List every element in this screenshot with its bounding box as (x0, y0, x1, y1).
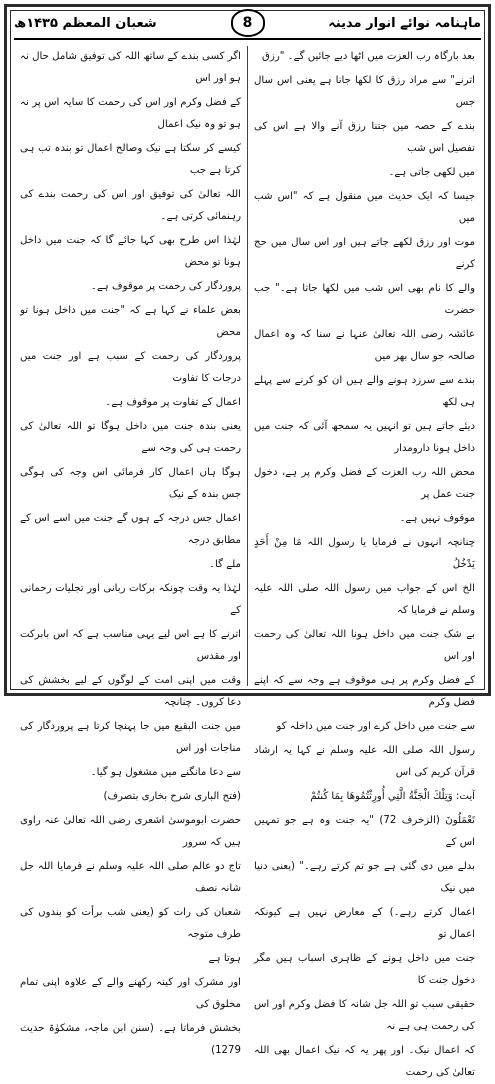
text-line: بے شک جنت میں داخل ہونا اللہ تعالیٰ کی رحمت اور اس (254, 629, 475, 662)
text-line: محض اللہ رب العزت کے فضل وکرم پر ہے، دخول جنت عمل پر (254, 467, 475, 500)
text-line: والے کا نام بھی اس شب میں لکھا جاتا ہے۔" جب حضرت (254, 283, 475, 316)
text-line: اعمال جس درجہ کے ہوں گے جنت میں اسے اس کے مطابق درجہ (20, 513, 241, 546)
page-header (14, 10, 481, 36)
text-line: بندے سے سرزد ہونے والے ہیں ان کو کرنے سے پہلے ہی لکھ (254, 375, 475, 408)
text-line: (فتح الباری شرح بخاری بتصرف) (103, 791, 241, 802)
text-line: بخشش فرماتا ہے۔ (سنن ابن ماجہ، مشکوٰۃ حدیث 1279) (20, 1023, 241, 1056)
text-line: اعمال کے تفاوت پر موقوف ہے۔ (105, 397, 241, 408)
text-line: کے فضل وکرم پر ہی موقوف ہے وجہ سے کہ اپنے فضل وکرم (254, 675, 475, 708)
text-line: حقیقی سبب تو اللہ جل شانہ کا فضل وکرم اور اس کی رحمت ہی ہے نہ (254, 999, 475, 1032)
text-line: اعمال کرتے رہے۔) کے معارض نہیں ہے کیونکہ اعمال تو (254, 907, 475, 940)
text-line: کہ اعمال نیک۔ اور پھر یہ کہ نیک اعمال بھی اللہ تعالیٰ کی رحمت (254, 1045, 475, 1078)
header-rule (14, 38, 481, 40)
text-line: دیئے جاتے ہیں تو انہیں یہ سمجھ آئی کہ جنت میں داخل ہونا دارومدار (254, 421, 475, 454)
text-line: اترنے کا ہے اس لیے یہی مناسب ہے کہ اس بابرکت اور مقدس (20, 629, 241, 662)
text-line: وقت میں اپنی امت کے لوگوں کے لیے بخشش کی دعا کروں۔ چنانچہ (20, 675, 241, 708)
text-line: سے جنت میں داخل کرے اور جنت میں داخلہ کو (276, 721, 475, 732)
text-line: بعد بارگاہ رب العزت میں اٹھا دیے جائیں گے۔ "رزق (262, 51, 475, 62)
text-line: لہٰذا اس طرح بھی کہا جائے گا کہ جنت میں داخل ہونا تو محض (20, 235, 241, 268)
text-line: الخ اس کے جواب میں رسول اللہ صلی اللہ علیہ وسلم نے فرمایا کہ (254, 583, 475, 616)
text-line: لہٰذا یہ وقت چونکہ برکات ربانی اور تجلیات رحمانی کے (20, 583, 241, 616)
text-line: اللہ تعالیٰ کی توفیق اور اس کی رحمت بندے کی رہنمائی کرتی ہے۔ (20, 189, 241, 222)
text-line: اور مشرک اور کینہ رکھنے والے کے علاوہ اپنی تمام مخلوق کی (20, 977, 241, 1010)
text-line: موقوف نہیں ہے۔ (399, 513, 475, 524)
text-line: پروردگار کی رحمت پر موقوف ہے۔ (90, 281, 241, 292)
text-line: سے دعا مانگنے میں مشغول ہو گیا۔ (90, 767, 241, 778)
page-number: 8 (231, 9, 265, 37)
text-line: ہوگا ہاں اعمال کار فرمائی اس وجہ کی ہوگی جس بندہ کے نیک (20, 467, 241, 500)
text-line: موت اور رزق لکھے جاتے ہیں اور اس سال میں حج کرنے (254, 237, 475, 270)
text-line: آیت: وَتِلْكَ الْجَنَّةُ الَّتِي أُورِثْتُمُوهَا بِمَا كُنتُمْ (310, 791, 475, 802)
text-line: حضرت ابوموسیٰ اشعری رضی اللہ تعالیٰ عنہ راوی ہیں کہ سرور (20, 815, 241, 848)
text-line: بعض علماء نے کہا ہے کہ "جنت میں داخل ہونا تو محض (20, 305, 241, 338)
text-line: جنت میں داخل ہونے کے ظاہری اسباب ہیں مگر دخول جنت کا (254, 953, 475, 986)
text-line: میں لکھی جاتی ہے۔ (388, 167, 475, 178)
text-line: جیسا کہ ایک حدیث میں منقول ہے کہ "اس شب میں (254, 191, 475, 224)
text-line: رسول اللہ صلی اللہ علیہ وسلم نے کہا یہ ارشاد قرآن کریم کی اس (254, 745, 475, 778)
text-line: شعبان کی رات کو (یعنی شب برأت کو بندوں کی طرف متوجہ (20, 907, 241, 940)
left-column (14, 46, 247, 1056)
text-line: بندے کے حصہ میں جتنا رزق آنے والا ہے اس کی تفصیل اس شب (254, 121, 475, 154)
text-line: پروردگار کی رحمت کے سبب ہے اور جنت میں درجات کا تفاوت (20, 351, 241, 384)
issue-date: شعبان المعظم ۱۴۳۵ھ (14, 15, 157, 31)
text-line: میں جنت البقیع میں جا پہنچا کرتا ہے پروردگار کی مناجات اور اس (20, 721, 241, 754)
text-line: چنانچہ انہوں نے فرمایا یا رسول اللہ مَا مِنْ أَحَدٍ يَدْخُلُ (254, 537, 475, 570)
right-column (248, 46, 481, 1078)
text-line: اترنے" سے مراد رزق کا لکھا جانا ہے یعنی اس سال جس (254, 75, 475, 108)
magazine-title: ماہنامہ نوائے انوار مدینہ (328, 15, 481, 31)
text-line: کے فضل وکرم اور اس کی رحمت کا سایہ اس پر نہ ہو تو وہ نیک اعمال (20, 97, 241, 130)
text-line: ملے گا۔ (209, 559, 241, 570)
text-line: تاج دو عالم صلی اللہ علیہ وسلم نے فرمایا اللہ جل شانہ نصف (20, 861, 241, 894)
text-line: اگر کسی بندے کے ساتھ اللہ کی توفیق شامل حال نہ ہو اور اس (20, 51, 241, 84)
text-line: تَعْمَلُونَ (الزخرف 72) "یہ جنت وہ ہے جو تمہیں اس کے (254, 815, 476, 848)
text-line: عائشہ رضی اللہ تعالیٰ عنہا نے سنا کہ وہ اعمال صالحہ جو سال بھر میں (254, 329, 475, 362)
text-line: بدلے میں دی گئی ہے جو تم کرتے رہے۔" (یعنی دنیا میں نیک (254, 861, 475, 894)
text-line: ہوتا ہے (208, 953, 241, 964)
text-line: یعنی بندہ جنت میں داخل ہوگا تو اللہ تعالیٰ کی رحمت ہی کی وجہ سے (20, 421, 241, 454)
text-columns (14, 46, 481, 1078)
text-line: کیسے کر سکتا ہے نیک وصالح اعمال تو بندہ تب ہی کرتا ہے جب (20, 143, 241, 176)
